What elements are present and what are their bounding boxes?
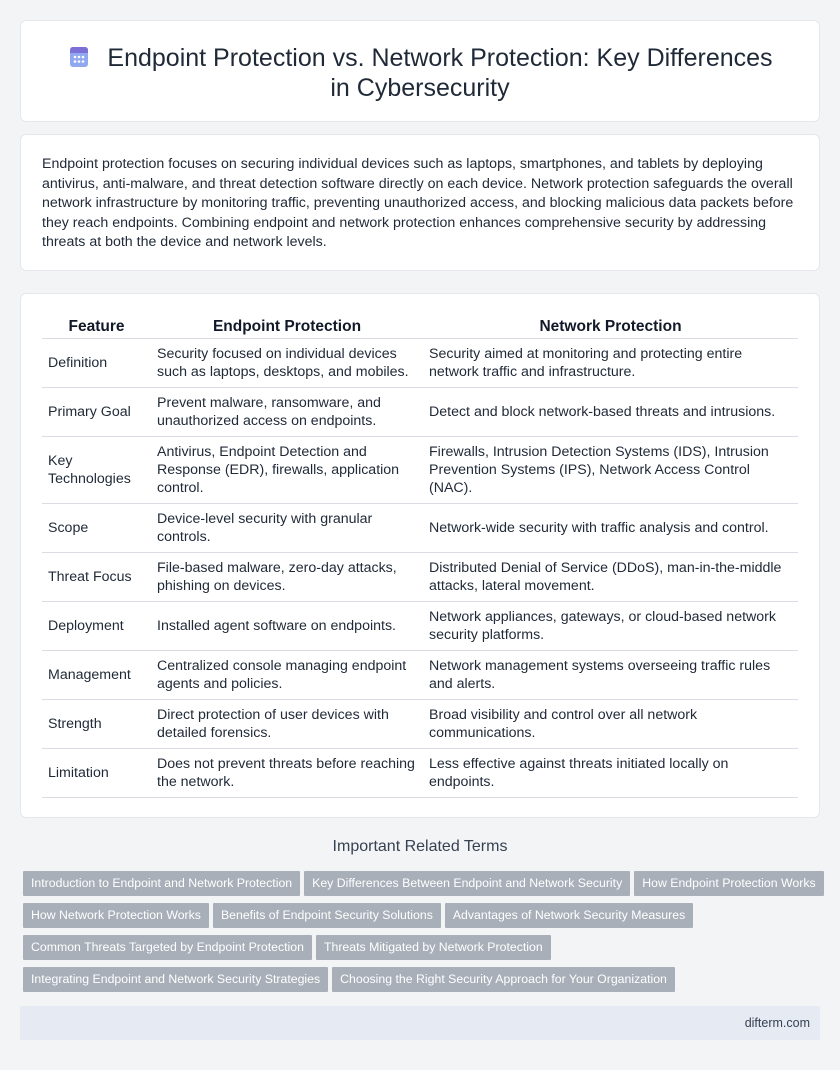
header-network: Network Protection [423,314,798,338]
table-row [42,650,798,699]
related-terms-row [23,903,823,935]
related-term-link[interactable]: Benefits of Endpoint Security Solutions [213,903,441,928]
table-row [42,748,798,797]
related-term-link[interactable]: Key Differences Between Endpoint and Network Security [304,871,630,896]
feature-cell: Strength [42,699,151,748]
endpoint-cell: Does not prevent threats before reaching the network. [151,748,423,797]
related-terms-list [23,871,823,999]
feature-cell: Threat Focus [42,552,151,601]
table-row [42,338,798,387]
feature-cell: Limitation [42,748,151,797]
related-term-link[interactable]: Advantages of Network Security Measures [445,903,693,928]
related-terms-row [23,935,823,967]
related-terms-row [23,967,823,999]
endpoint-cell: Installed agent software on endpoints. [151,601,423,650]
feature-cell: Definition [42,338,151,387]
related-term-link[interactable]: Integrating Endpoint and Network Security Strategies [23,967,328,992]
network-cell: Security aimed at monitoring and protecting entire network traffic and infrastructure. [423,338,798,387]
comparison-card [20,293,820,818]
related-term-link[interactable]: Threats Mitigated by Network Protection [316,935,551,960]
related-term-link[interactable]: How Endpoint Protection Works [634,871,823,896]
header-feature: Feature [42,314,151,338]
related-term-link[interactable]: How Network Protection Works [23,903,209,928]
endpoint-cell: Device-level security with granular controls. [151,503,423,552]
endpoint-cell: Prevent malware, ransomware, and unauthorized access on endpoints. [151,387,423,436]
related-terms-row [23,871,823,903]
network-cell: Detect and block network-based threats and intrusions. [423,387,798,436]
intro-paragraph: Endpoint protection focuses on securing individual devices such as laptops, smartphones, and tablets by deploying antivirus, anti-malware, and threat detection software directly on each device. Network protection safeguards the overall network infrastructure by monitoring traffic, preventing unauthorized access, and blocking malicious data packets before they reach endpoints. Combining endpoint and network protection enhances comprehensive security by addressing threats at both the device and network levels. [42,156,794,250]
network-cell: Firewalls, Intrusion Detection Systems (IDS), Intrusion Prevention Systems (IPS), Network Access Control (NAC). [423,436,798,503]
network-cell: Network appliances, gateways, or cloud-based network security platforms. [423,601,798,650]
comparison-table [42,314,798,798]
table-row [42,387,798,436]
related-term-link[interactable]: Common Threats Targeted by Endpoint Protection [23,935,312,960]
feature-cell: Deployment [42,601,151,650]
header-card [20,20,820,122]
table-row [42,601,798,650]
page-title: Endpoint Protection vs. Network Protection: Key Differences in Cybersecurity [107,44,773,102]
endpoint-cell: Security focused on individual devices such as laptops, desktops, and mobiles. [151,338,423,387]
feature-cell: Management [42,650,151,699]
network-cell: Network-wide security with traffic analysis and control. [423,503,798,552]
footer-bar [20,1006,820,1040]
network-cell: Network management systems overseeing traffic rules and alerts. [423,650,798,699]
network-cell: Distributed Denial of Service (DDoS), man-in-the-middle attacks, lateral movement. [423,552,798,601]
table-row [42,503,798,552]
related-term-link[interactable]: Introduction to Endpoint and Network Protection [23,871,300,896]
network-cell: Broad visibility and control over all network communications. [423,699,798,748]
intro-card [20,134,820,271]
table-header-row [42,314,798,338]
table-row [42,699,798,748]
network-cell: Less effective against threats initiated locally on endpoints. [423,748,798,797]
page-title-container [61,43,779,103]
document-icon [67,45,91,69]
feature-cell: Primary Goal [42,387,151,436]
endpoint-cell: Centralized console managing endpoint agents and policies. [151,650,423,699]
related-terms-heading: Important Related Terms [332,838,508,855]
feature-cell: Scope [42,503,151,552]
feature-cell: Key Technologies [42,436,151,503]
footer-site-link[interactable]: difterm.com [744,1016,810,1030]
endpoint-cell: Antivirus, Endpoint Detection and Response (EDR), firewalls, application control. [151,436,423,503]
table-row [42,436,798,503]
related-term-link[interactable]: Choosing the Right Security Approach for Your Organization [332,967,675,992]
header-endpoint: Endpoint Protection [151,314,423,338]
endpoint-cell: File-based malware, zero-day attacks, phishing on devices. [151,552,423,601]
endpoint-cell: Direct protection of user devices with detailed forensics. [151,699,423,748]
table-row [42,552,798,601]
